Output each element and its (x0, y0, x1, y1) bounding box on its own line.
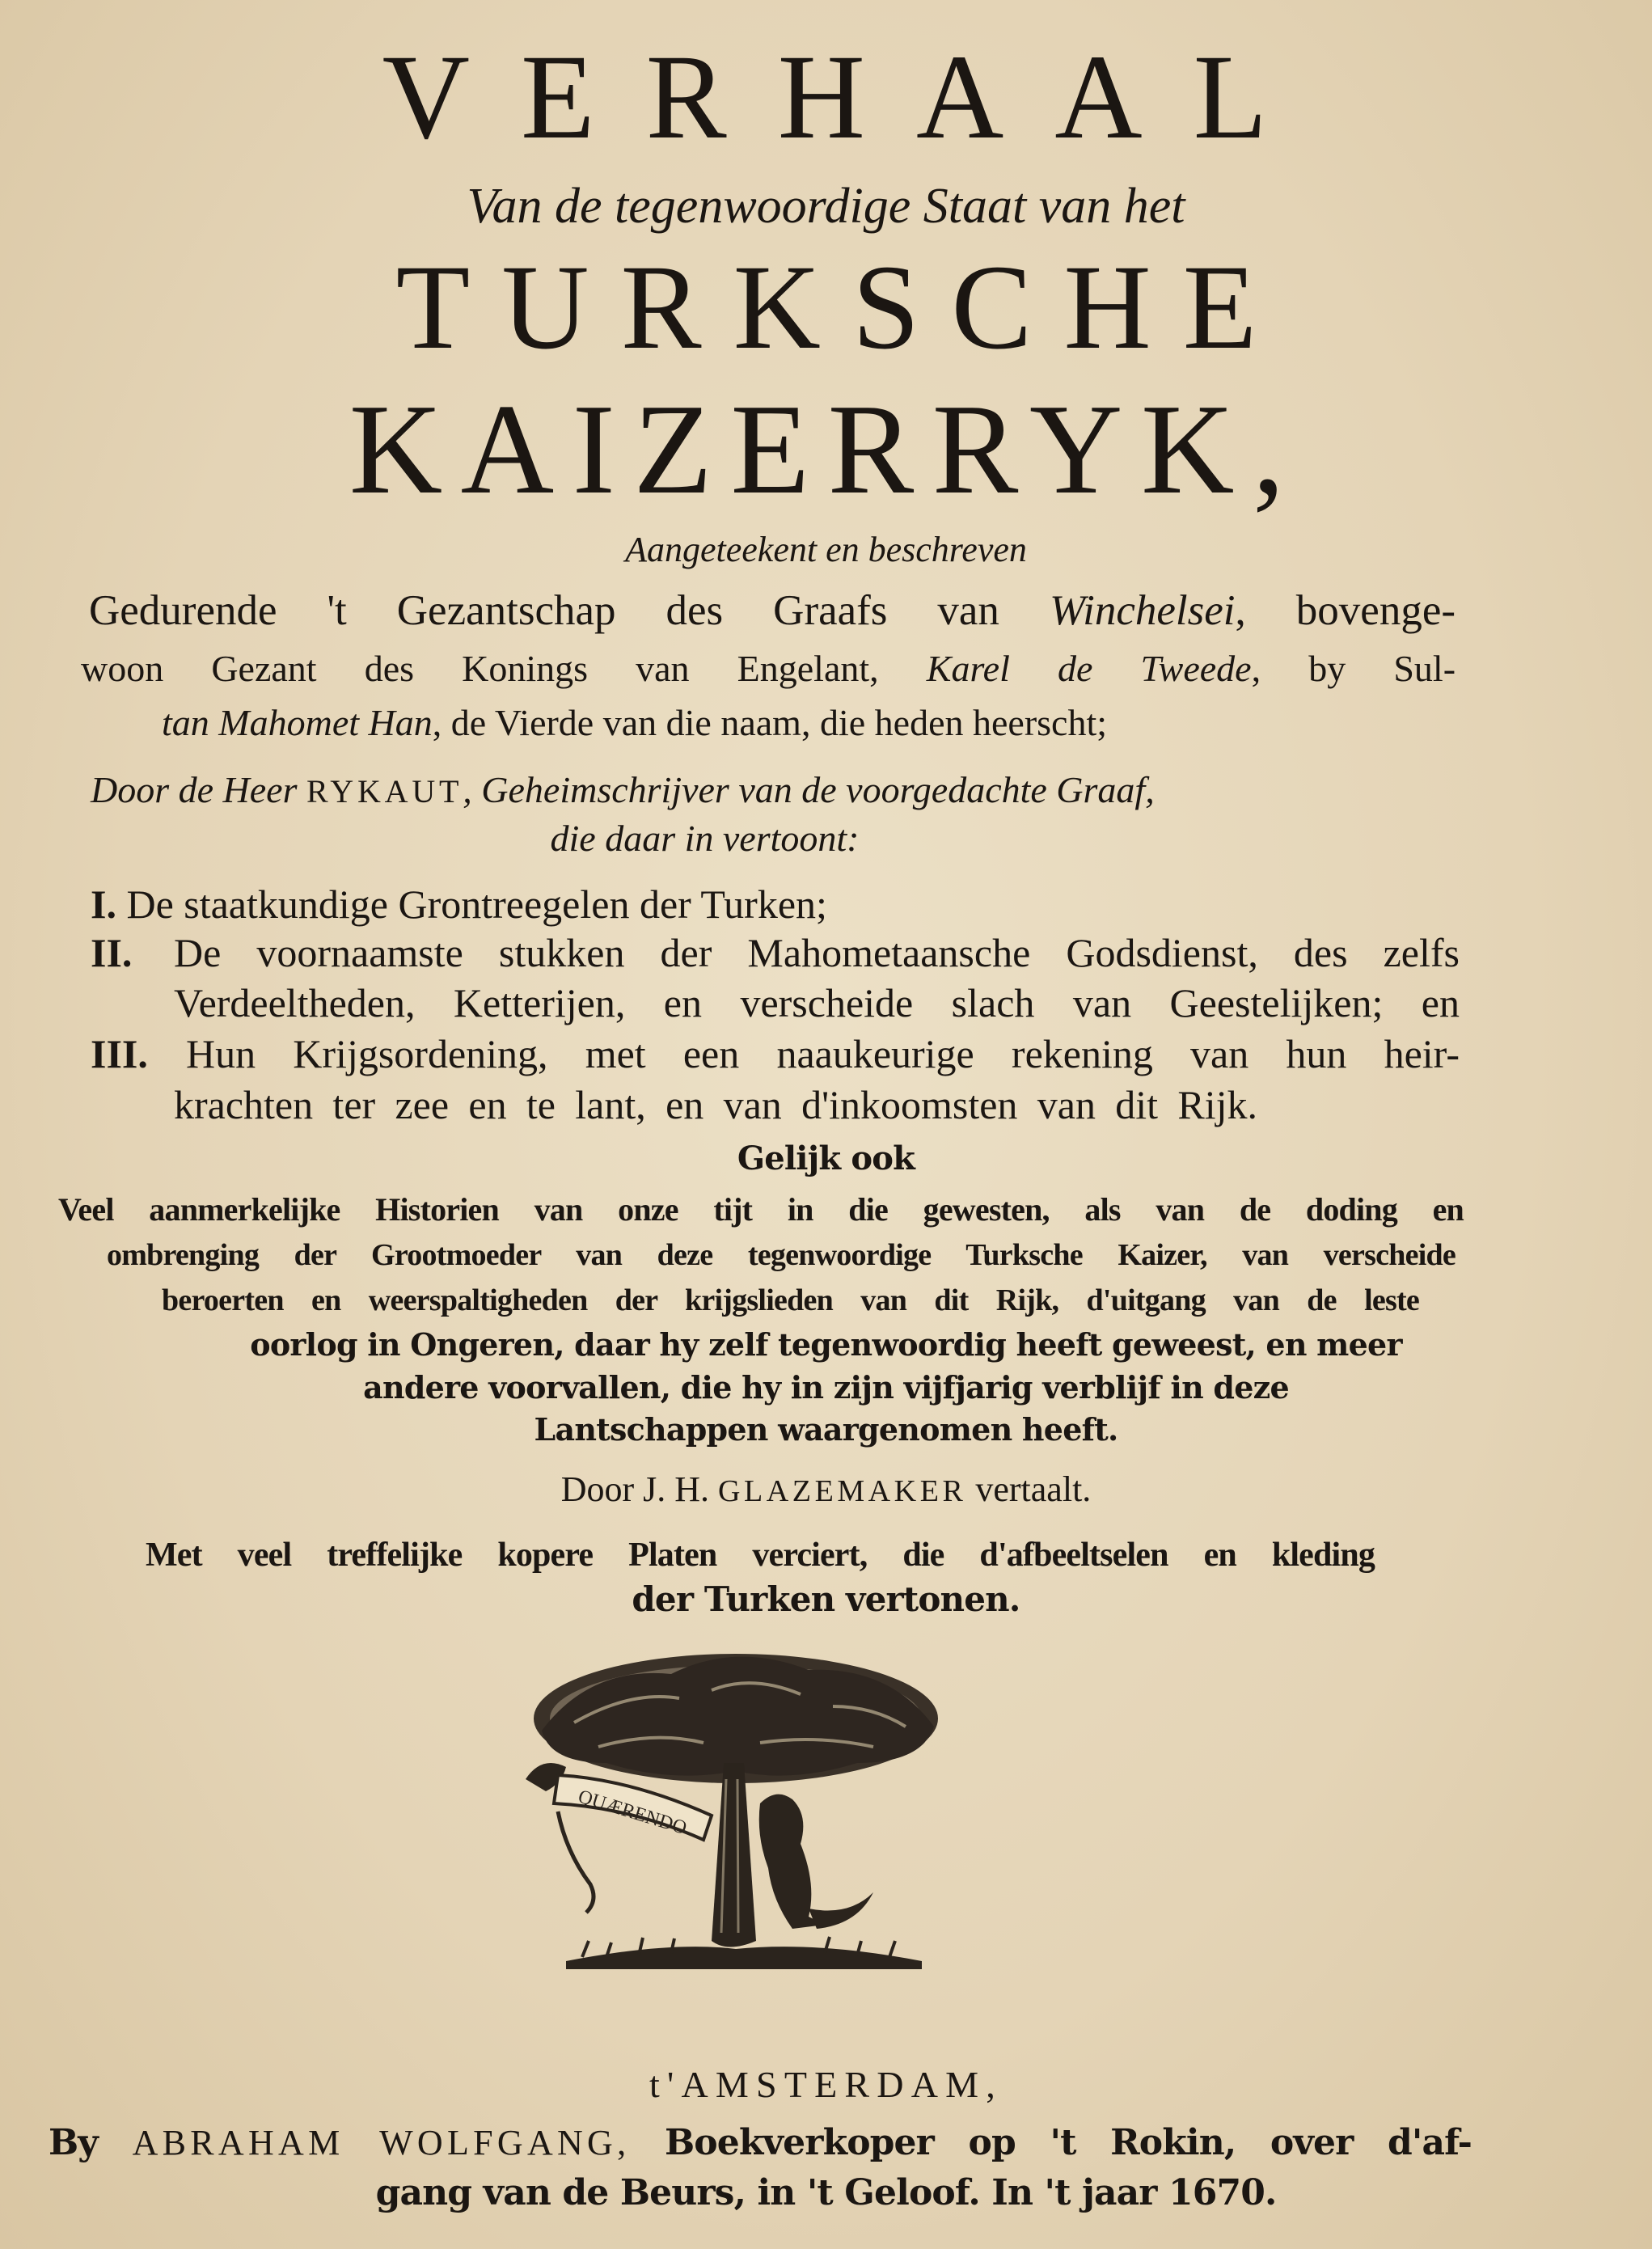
blackletter-line1: Veel aanmerkelijke Historien van onze tijt in die gewesten, als van de doding en (58, 1191, 1464, 1228)
para1-line2-a: woon Gezant des Konings van Engelant, (81, 648, 927, 689)
emblem-motto: QUÆRENDO (575, 1786, 690, 1840)
item-iii-number (91, 1027, 148, 1080)
hand-with-ribbon (526, 1763, 712, 1913)
subtitle: Aangeteekent en beschreven (625, 530, 1027, 569)
blackletter-line2: ombrenging der Grootmoeder van deze tegenwoordige Turksche Kaizer, van verscheide (107, 1238, 1456, 1272)
item-ii-line1: De voornaamste stukken der Mahometaansche Godsdienst, des zelfs (174, 930, 1460, 975)
para1-line1-c: , bovenge- (1235, 587, 1456, 634)
title-kaizerryk: KAIZERRYK, (349, 377, 1303, 521)
blackletter-line6: Lantschappen waargenomen heeft. (534, 1411, 1118, 1448)
blackletter-line4: oorlog in Ongeren, daar hy zelf tegenwoordig heeft geweest, en meer (250, 1326, 1402, 1363)
para1-line2 (81, 643, 1456, 695)
author-line2: die daar in vertoont: (550, 818, 860, 859)
item-i (91, 877, 827, 931)
title-turksche: TURKSCHE (395, 240, 1289, 374)
translator-vertaalt: vertaalt. (966, 1469, 1092, 1509)
blackletter-heading: Gelijk ook (737, 1139, 915, 1177)
item-i-text: De staatkundige Grontreegelen der Turken; (126, 881, 827, 927)
translator-name: GLAZEMAKER (718, 1474, 967, 1508)
para1-winchelsei: Winchelsei (1049, 587, 1236, 634)
translator-line (0, 1465, 1652, 1516)
author-door: Door de Heer (91, 769, 306, 810)
imprint-publisher: ABRAHAM WOLFGANG, (132, 2123, 631, 2162)
para1-line1-a: Gedurende 't Gezantschap des Graafs van (89, 587, 1050, 634)
imprint-by: By (49, 2122, 133, 2163)
imprint-line2: gang van de Beurs, in 't Geloof. In 't jaar 1670. (375, 2172, 1277, 2213)
author-rykaut: RYKAUT (306, 773, 463, 810)
para1-line3-b: , de Vierde van die naam, die heden heerscht; (432, 702, 1108, 743)
title-subline: Van de tegenwoordige Staat van het (467, 179, 1185, 234)
translator-door: Door J. H. (560, 1469, 719, 1509)
plates-line1: Met veel treffelijke kopere Platen verciert, die d'afbeeltselen en kleding (146, 1537, 1375, 1574)
item-i-number: I. (91, 881, 116, 927)
printers-device-emblem (469, 1642, 1003, 1997)
imprint-city: t'AMSTERDAM, (649, 2064, 1003, 2105)
author-rest: , Geheimschrijver van de voorgedachte Graaf, (463, 769, 1155, 810)
para1-sultan: tan Mahomet Han (162, 702, 433, 743)
blackletter-line5: andere voorvallen, die hy in zijn vijfjarig verblijf in deze (363, 1369, 1289, 1406)
author-line1 (91, 764, 1449, 818)
para1-line2-c: , by Sul- (1251, 648, 1456, 689)
plates-line2: der Turken vertonen. (632, 1579, 1020, 1619)
tree-trunk (712, 1763, 756, 1947)
fox-figure (759, 1795, 873, 1929)
item-iii-num: III. (91, 1031, 148, 1076)
para1-karel: Karel de Tweede (926, 648, 1252, 689)
imprint-address: Boekverkoper op 't Rokin, over d'af- (630, 2122, 1472, 2163)
item-iii-line2: krachten ter zee en te lant, en van d'inkoomsten van dit Rijk. (174, 1082, 1257, 1127)
para1-line1 (89, 582, 1456, 639)
item-ii-number (91, 926, 132, 979)
blackletter-line3: beroerten en weerspaltigheden der krijgslieden van dit Rijk, d'uitgang van de leste (162, 1283, 1419, 1317)
item-iii-line1: Hun Krijgsordening, met een naaukeurige rekening van hun heir- (186, 1031, 1460, 1076)
imprint-line1 (49, 2119, 1472, 2167)
item-ii-num: II. (91, 930, 133, 975)
para1-line3 (162, 697, 1456, 749)
item-ii-line2: Verdeeltheden, Ketterijen, en verscheide slach van Geestelijken; en (174, 980, 1460, 1025)
title-verhaal: VERHAAL (382, 30, 1319, 164)
